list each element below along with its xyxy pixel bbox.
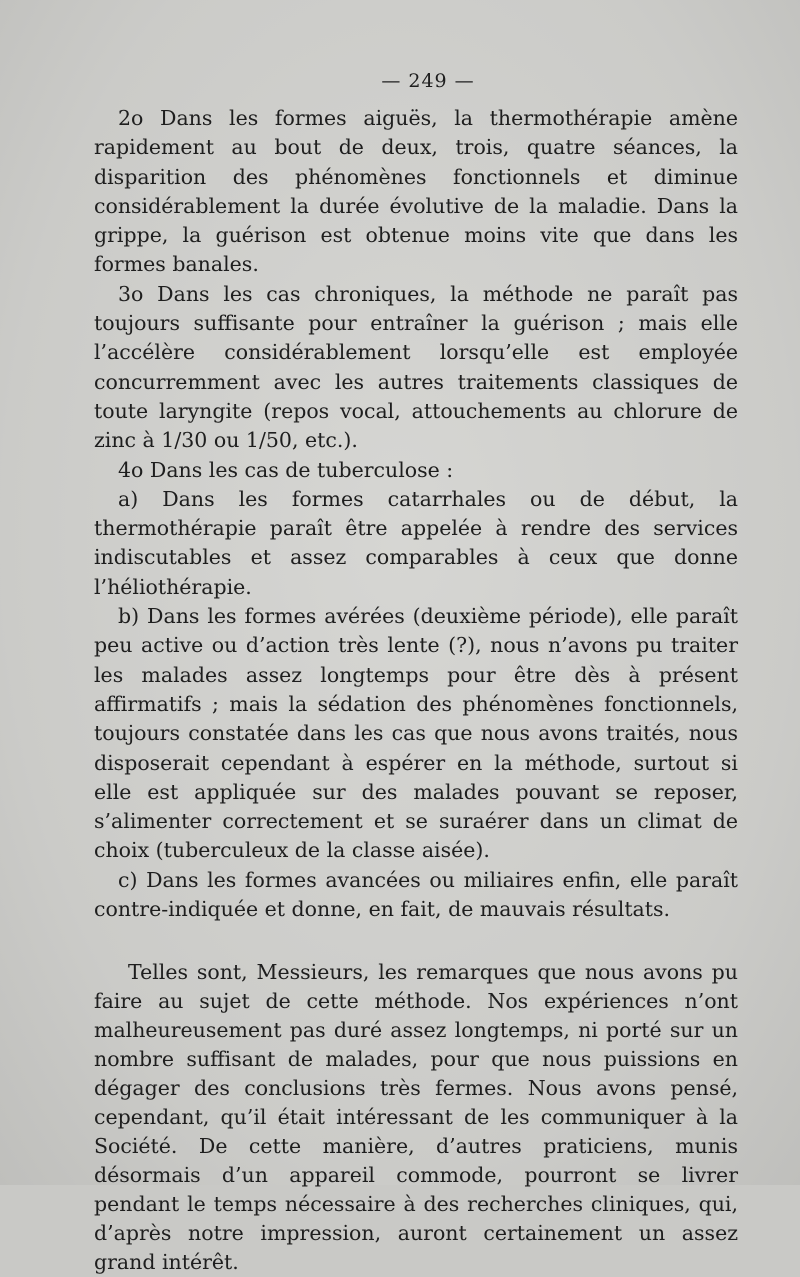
paragraph-spacer: [94, 924, 738, 958]
paragraph-chronic-cases: 3o Dans les cas chroniques, la méthode ne paraît pas toujours suffisante pour entraîner la guérison ; mais elle l’accélère considérablement lorsqu’elle est employée concurremment avec les autres traitements classiques de toute laryngite (repos vocal, attouchements au chlorure de zinc à 1/30 ou 1/50, etc.).: [94, 281, 738, 453]
paragraph-advanced-forms: b) Dans les formes avérées (deuxième période), elle paraît peu active ou d’action très lente (?), nous n’avons pu traiter les malades assez longtemps pour être dès à présent affirmatifs ; mais la sédation des phénomènes fonctionnels, toujours constatée dans les cas que nous avons traités, nous disposerait cependant à espérer en la méthode, surtout si elle est appliquée sur des malades pouvant se reposer, s’alimenter correctement et se suraérer dans un climat de choix (tuberculeux de la classe aisée).: [94, 604, 738, 863]
page-number: — 249 —: [381, 70, 475, 92]
paragraph-miliary-forms: c) Dans les formes avancées ou miliaires enfin, elle paraît contre-indiquée et donne, en fait, de mauvais résultats.: [94, 867, 738, 922]
paragraph-acute-forms: 2o Dans les formes aiguës, la thermothérapie amène rapidement au bout de deux, trois, quatre séances, la disparition des phénomènes fonctionnels et diminue considérablement la durée évolutive de la maladie. Dans la grippe, la guérison est obtenue moins vite que dans les formes banales.: [94, 106, 738, 277]
paragraph-tuberculosis-heading: 4o Dans les cas de tuberculose :: [118, 457, 454, 482]
paragraph-catarrhal-forms: a) Dans les formes catarrhales ou de début, la thermothérapie paraît être appelée à rendre des services indiscutables et assez comparables à ceux que donne l’héliothérapie.: [94, 486, 738, 599]
paragraph-conclusion: Telles sont, Messieurs, les remarques que nous avons pu faire au sujet de cette méthode. Nos expériences n’ont malheureusement pas duré assez longtemps, ni porté sur un nombre suffisant de malades, pour que nous puissions en dégager des conclusions très fermes. Nous avons pensé, cependant, qu’il était intéressant de les communiquer à la Société. De cette manière, d’autres praticiens, munis désormais d’un appareil commode, pourront se livrer pendant le temps nécessaire à des recherches cliniques, qui, d’après notre impression, auront certainement un assez grand intérêt.: [94, 960, 738, 1275]
body-text: [94, 104, 738, 1277]
